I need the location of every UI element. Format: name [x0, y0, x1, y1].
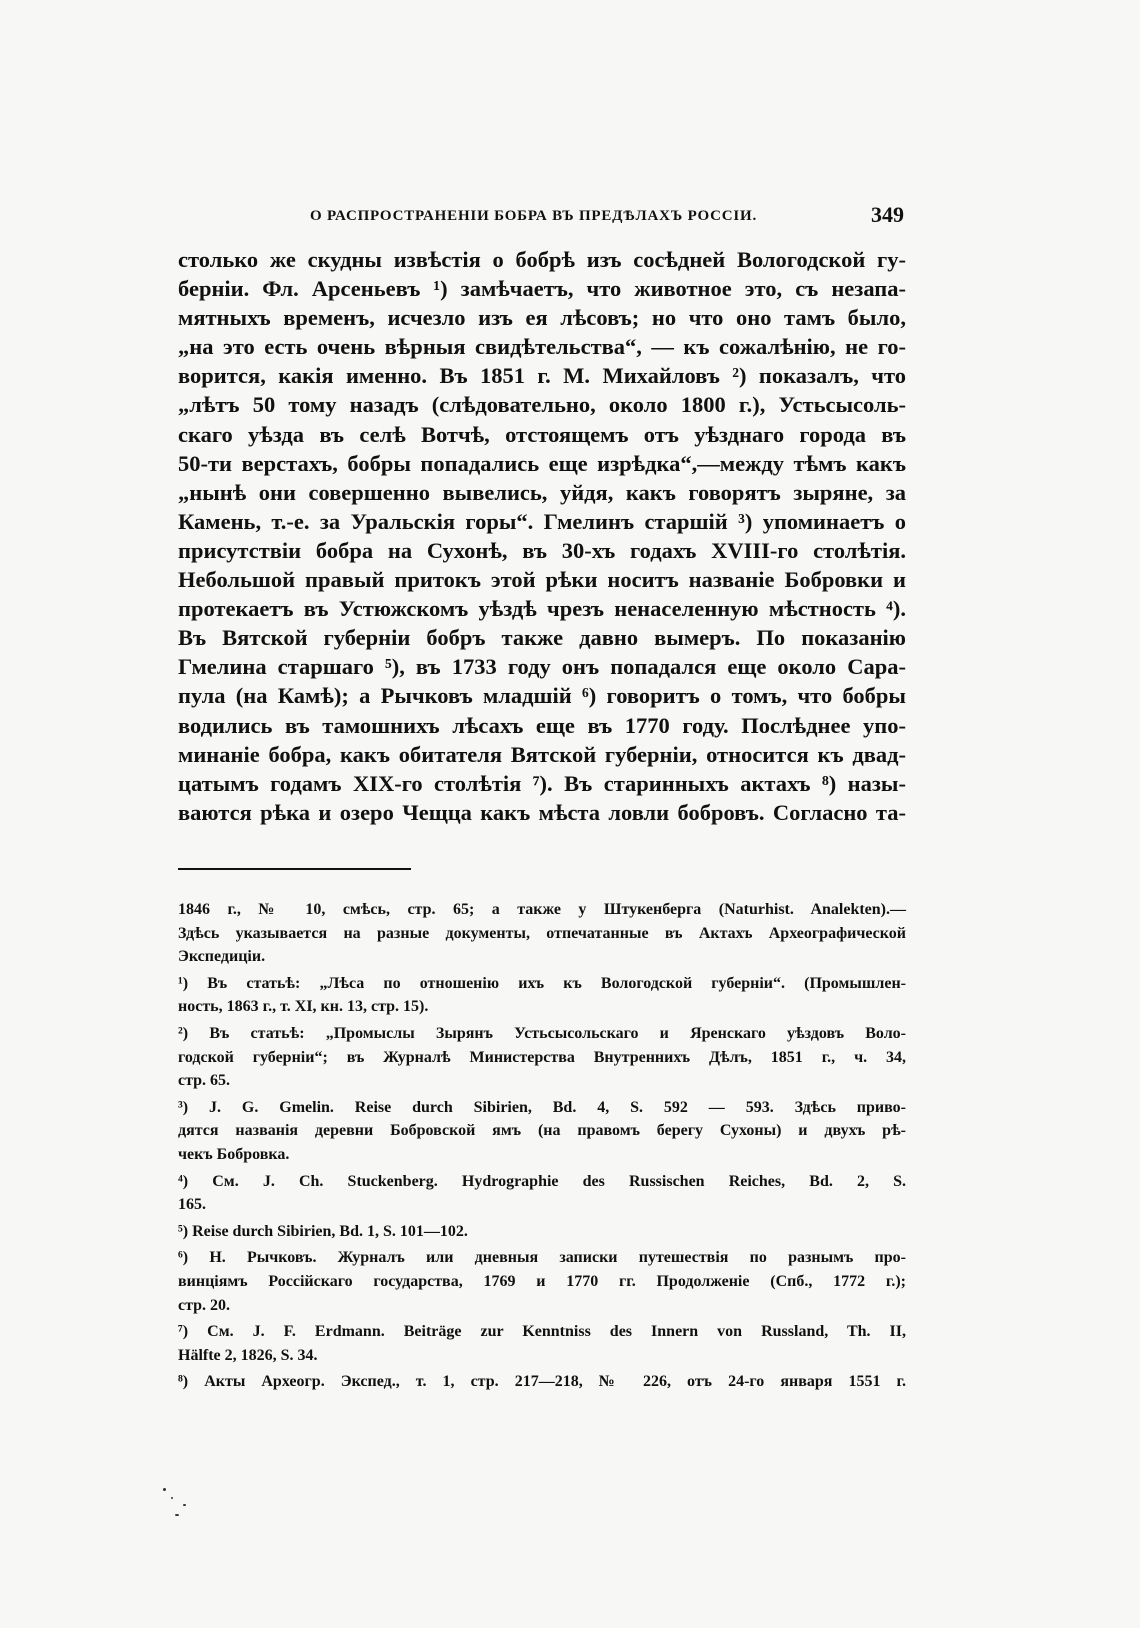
text-line: Небольшой правый притокъ этой рѣки носитъ названіе Бобровки и: [178, 567, 906, 593]
footnote-line: стр. 65.: [178, 1072, 231, 1090]
footnote-2: [178, 1022, 906, 1093]
text-line: пула (на Камѣ); а Рычковъ младшій ⁶) говоритъ о томъ, что бобры: [178, 683, 906, 709]
footnote-line: ⁵) Reise durch Sibirien, Bd. 1, S. 101—102.: [178, 1222, 468, 1240]
running-title: О РАСПРОСТРАНЕНІИ БОБРА ВЪ ПРЕДѢЛАХЪ РОССІИ.: [310, 208, 758, 224]
text-line: скаго уѣзда въ селѣ Вотчѣ, отстоящемъ отъ уѣзднаго города въ: [178, 421, 906, 447]
text-line: минаніе бобра, какъ обитателя Вятской губерніи, относится къ двад-: [178, 741, 906, 767]
text-line: Въ Вятской губерніи бобръ также давно вымеръ. По показанію: [178, 625, 906, 651]
text-line: „лѣтъ 50 тому назадъ (слѣдовательно, около 1800 г.), Устьсысоль-: [178, 392, 906, 418]
footnote-line: ¹) Въ статьѣ: „Лѣса по отношенію ихъ къ Вологодской губерніи“. (Промышлен-: [178, 974, 906, 992]
footnote-3: [178, 1096, 906, 1167]
footnote-line: стр. 20.: [178, 1296, 231, 1314]
footnote-line: дятся названія деревни Бобровской ямъ (на правомъ берегу Сухоны) и двухъ рѣ-: [178, 1122, 906, 1140]
text-line: ваются рѣка и озеро Чещца какъ мѣста ловли бобровъ. Согласно та-: [178, 799, 906, 825]
scan-speck: [183, 1504, 186, 1506]
footnote-line: ⁷) См. J. F. Erdmann. Beiträge zur Kenntniss des Innern von Russland, Th. II,: [178, 1323, 906, 1341]
text-line: 50-ти верстахъ, бобры попадались еще изрѣдка“,—между тѣмъ какъ: [178, 450, 906, 476]
text-line: столько же скудны извѣстія о бобрѣ изъ сосѣдней Вологодской гу-: [178, 247, 906, 272]
text-line: берніи. Фл. Арсеньевъ ¹) замѣчаетъ, что животное это, съ незапа-: [178, 276, 906, 302]
footnote-5: [178, 1220, 906, 1244]
footnote-line: ³) J. G. Gmelin. Reise durch Sibirien, Bd. 4, S. 592 — 593. Здѣсь приво-: [178, 1098, 906, 1116]
text-line: Гмелина старшаго ⁵), въ 1733 году онъ попадался еще около Сара-: [178, 654, 906, 680]
footnote-line: ⁶) Н. Рычковъ. Журналъ или дневныя записки путешествія по разнымъ про-: [178, 1249, 906, 1267]
footnote-line: годской губерніи“; въ Журналѣ Министерства Внутреннихъ Дѣлъ, 1851 г., ч. 34,: [178, 1048, 906, 1066]
footnote-4: [178, 1170, 906, 1217]
text-line: „на это есть очень вѣрныя свидѣтельства“, — къ сожалѣнію, не го-: [178, 334, 906, 360]
footnote-line: чекъ Бобровка.: [178, 1145, 290, 1163]
footnote-6: [178, 1246, 906, 1317]
text-line: протекаетъ въ Устюжскомъ уѣздѣ чрезъ ненаселенную мѣстность ⁴).: [178, 596, 906, 622]
footnote-line: ⁸) Акты Археогр. Экспед., т. 1, стр. 217—218, № 226, отъ 24-го января 1551 г.: [178, 1373, 906, 1391]
main-text: [178, 245, 906, 827]
footnote-continuation: [178, 898, 906, 969]
footnote-divider: [178, 868, 411, 870]
footnote-line: винціямъ Россійскаго государства, 1769 и 1770 гг. Продолженіе (Спб., 1772 г.);: [178, 1272, 906, 1290]
footnote-8: [178, 1370, 906, 1394]
text-line: „нынѣ они совершенно вывелись, уйдя, какъ говорятъ зыряне, за: [178, 479, 906, 505]
page-number: 349: [871, 202, 904, 227]
text-line: цатымъ годамъ XIX-го столѣтія ⁷). Въ старинныхъ актахъ ⁸) назы-: [178, 770, 906, 796]
text-line: присутствіи бобра на Сухонѣ, въ 30-хъ годахъ XVIII-го столѣтія.: [178, 537, 906, 563]
text-line: водились въ тамошнихъ лѣсахъ еще въ 1770 году. Послѣднее упо-: [178, 712, 906, 738]
text-line: ворится, какія именно. Въ 1851 г. М. Михайловъ ²) показалъ, что: [178, 363, 906, 389]
scan-speck: [175, 1514, 179, 1516]
footnotes: [178, 898, 906, 1397]
footnote-line: ⁴) См. J. Ch. Stuckenberg. Hydrographie des Russischen Reiches, Bd. 2, S.: [178, 1172, 906, 1190]
footnote-line: Экспедиціи.: [178, 948, 266, 966]
footnote-line: ность, 1863 г., т. XI, кн. 13, стр. 15).: [178, 998, 429, 1016]
footnote-1: [178, 972, 906, 1019]
footnote-line: ²) Въ статьѣ: „Промыслы Зырянъ Устьсысольскаго и Яренскаго уѣздовъ Воло-: [178, 1024, 906, 1042]
footnote-line: 1846 г., № 10, смѣсь, стр. 65; а также у Штукенберга (Naturhist. Analekten).—: [178, 901, 906, 918]
text-line: мятныхъ временъ, исчезло изъ ея лѣсовъ; но что оно тамъ было,: [178, 305, 906, 331]
scan-speck: [163, 1488, 166, 1491]
page-header: [178, 202, 906, 229]
footnote-line: 165.: [178, 1196, 206, 1214]
footnote-line: Здѣсь указывается на разные документы, отпечатанные въ Актахъ Археографической: [178, 924, 906, 942]
footnote-line: Hälfte 2, 1826, S. 34.: [178, 1346, 318, 1364]
footnote-7: [178, 1320, 906, 1367]
scan-speck: [171, 1497, 173, 1499]
text-line: Камень, т.-е. за Уральскія горы“. Гмелинъ старшій ³) упоминаетъ о: [178, 508, 906, 534]
